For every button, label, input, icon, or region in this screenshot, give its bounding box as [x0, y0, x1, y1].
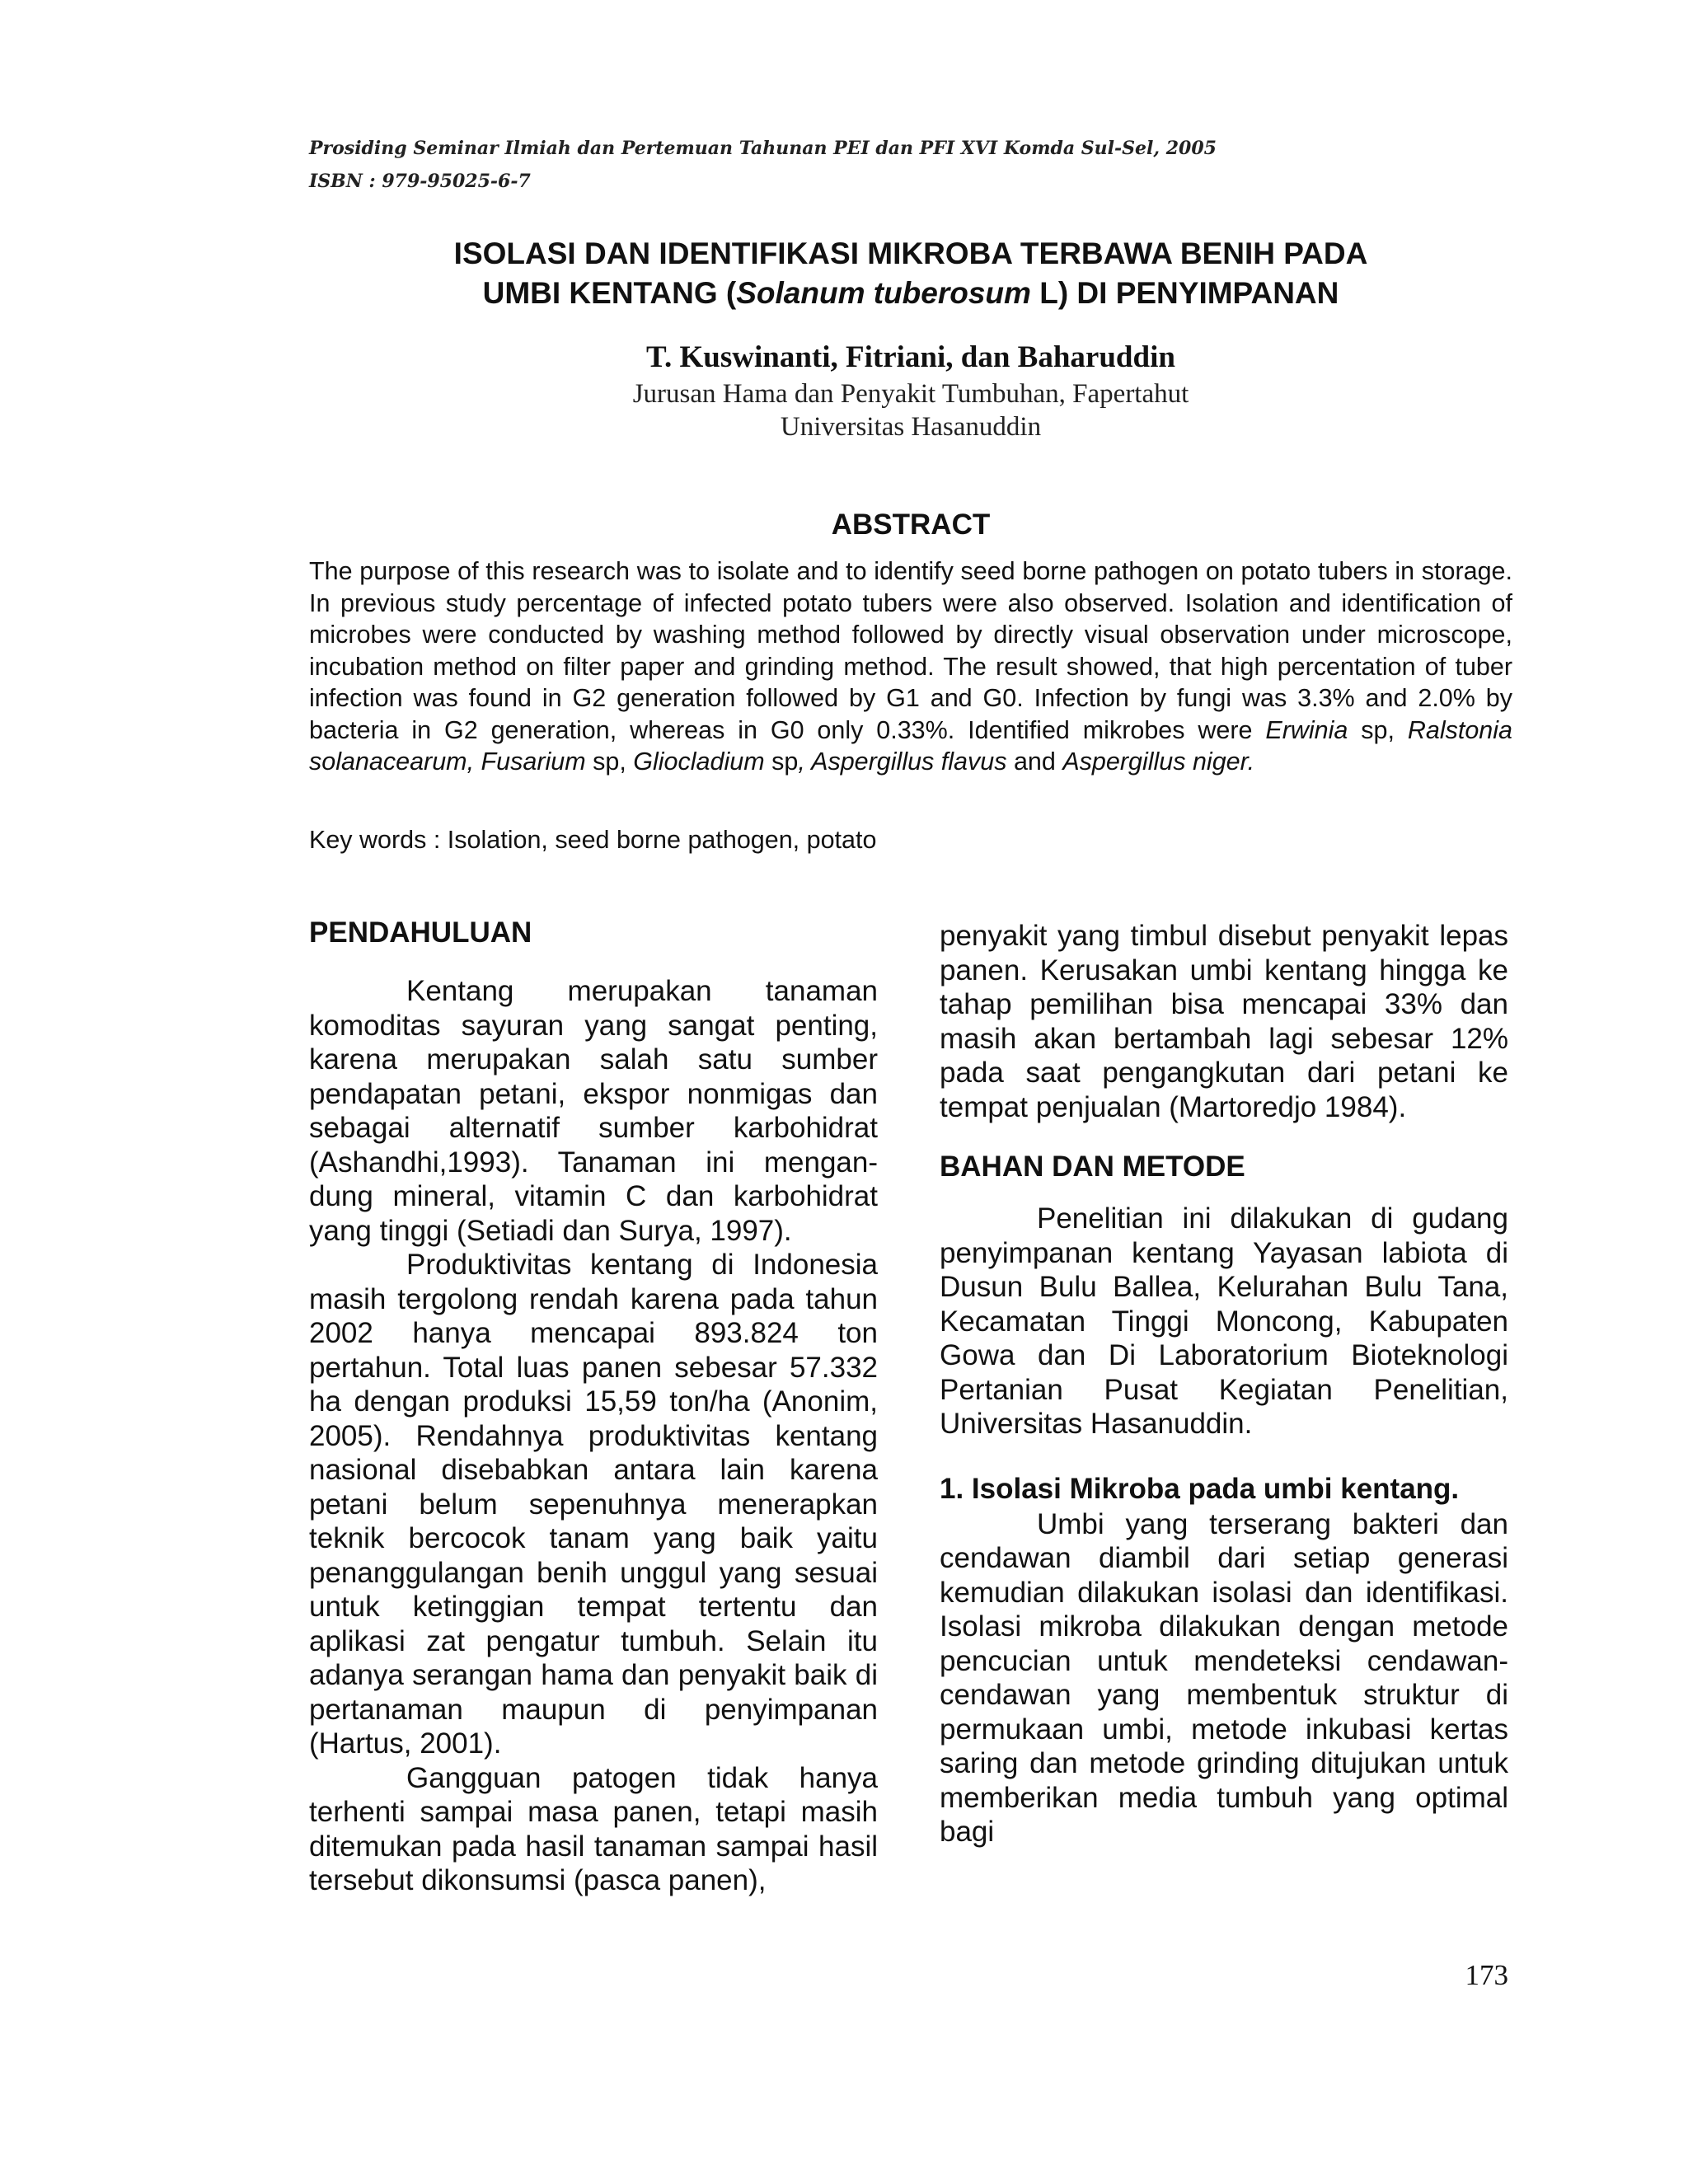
proceedings-header — [309, 132, 1217, 198]
scientific-name: Solanum tuberosum — [736, 276, 1031, 310]
title-text: UMBI KENTANG ( — [482, 276, 737, 310]
organism-name: Erwinia — [1265, 715, 1348, 744]
abstract-heading: ABSTRACT — [831, 509, 991, 541]
organism-name: , Aspergillus flavus — [798, 748, 1007, 776]
authors: T. Kuswinanti, Fitriani, dan Baharuddin — [646, 340, 1175, 374]
abstract-text: sp — [764, 748, 799, 776]
proceedings-title: Prosiding Seminar Ilmiah dan Pertemuan Tahunan PEI dan PFI XVI Komda Sul-Sel, 2005 — [309, 138, 1217, 159]
paper-title — [309, 234, 1512, 313]
isbn: ISBN : 979-95025-6-7 — [309, 171, 531, 192]
keywords: Key words : Isolation, seed borne pathogen, potato — [309, 826, 877, 854]
paragraph: Gangguan patogen tidak hanya terhenti sampai masa panen, tetapi masih ditemukan pada hasil tanaman sampai hasil tersebut dikonsumsi (pasca panen), — [309, 1761, 878, 1896]
paragraph: Kentang merupakan tanaman komoditas sayuran yang sangat penting, karena merupakan salah satu sumber pendapatan petani, ekspor nonmigas dan sebagai alternatif sumber karbohidrat (Ashandhi,1993). Tanaman ini mengan-dung mineral, vitamin C dan karbohidrat yang tinggi (Setiadi dan Surya, 1997). — [309, 975, 878, 1247]
paragraph: Penelitian ini dilakukan di gudang penyimpanan kentang Yayasan labiota di Dusun Bulu Ballea, Kelurahan Bulu Tana, Kecamatan Tinggi Moncong, Kabupaten Gowa dan Di Laboratorium Bioteknologi Pertanian Pusat Kegiatan Penelitian, Universitas Hasanuddin. — [940, 1202, 1508, 1440]
title-text: L) DI PENYIMPANAN — [1030, 276, 1339, 310]
abstract-body — [309, 555, 1512, 778]
paragraph: Umbi yang terserang bakteri dan cendawan diambil dari setiap generasi kemudian dilakukan isolasi dan identifikasi. Isolasi mikroba dilakukan dengan metode pencucian untuk mendeteksi cendawan-cendawan yang membentuk struktur di permukaan umbi, metode inkubasi kertas saring dan metode grinding ditujukan untuk memberikan media tumbuh yang optimal bagi — [940, 1507, 1508, 1848]
right-column — [940, 919, 1508, 1849]
title-line-1: ISOLASI DAN IDENTIFIKASI MIKROBA TERBAWA BENIH PADA — [453, 237, 1368, 270]
affiliation-dept: Jurusan Hama dan Penyakit Tumbuhan, Fapertahut — [632, 379, 1189, 409]
subsection-heading-isolasi: 1. Isolasi Mikroba pada umbi kentang. — [940, 1472, 1460, 1505]
paragraph: penyakit yang timbul disebut penyakit lepas panen. Kerusakan umbi kentang hingga ke tahap pemilihan bisa mencapai 33% dan masih akan bertambah lagi sebesar 12% pada saat pengangkutan dari petani ke tempat penjualan (Martoredjo 1984). — [940, 920, 1508, 1123]
abstract-text: sp, — [585, 748, 634, 776]
organism-name: Ralstonia solanacearum, Fusarium — [309, 715, 1512, 776]
affiliation-univ: Universitas Hasanuddin — [780, 412, 1042, 442]
affiliation — [309, 377, 1512, 443]
section-heading-bahan-dan-metode: BAHAN DAN METODE — [940, 1151, 1245, 1183]
page-number: 173 — [1465, 1959, 1508, 1991]
section-heading-pendahuluan: PENDAHULUAN — [309, 916, 532, 949]
organism-name: Aspergillus niger. — [1062, 748, 1255, 776]
left-column — [309, 915, 878, 1898]
paragraph: Produktivitas kentang di Indonesia masih tergolong rendah karena pada tahun 2002 hanya mencapai 893.824 ton pertahun. Total luas panen sebesar 57.332 ha dengan produksi 15,59 ton/ha (Anonim, 2005). Rendahnya produktivitas kentang nasional disebabkan antara lain karena petani belum sepenuhnya menerapkan teknik bercocok tanam yang baik yaitu penanggulangan benih unggul yang sesuai untuk ketinggian tempat tertentu dan aplikasi zat pengatur tumbuh. Selain itu adanya serangan hama dan penyakit baik di pertanaman maupun di penyimpanan (Hartus, 2001). — [309, 1249, 878, 1760]
abstract-text: sp, — [1348, 715, 1408, 744]
abstract-text: and — [1006, 748, 1063, 776]
organism-name: Gliocladium — [633, 748, 765, 776]
abstract-text: The purpose of this research was to isolate and to identify seed borne pathogen on potato tubers in storage. In previous study percentage of infected potato tubers were also observed. Isolation and identification of microbes were conducted by washing method followed by directly visual observation under microscope, incubation method on filter paper and grinding method. The result showed, that high percentation of tuber infection was found in G2 generation followed by G1 and G0. Infection by fungi was 3.3% and 2.0% by bacteria in G2 generation, whereas in G0 only 0.33%. Identified mikrobes were — [309, 557, 1512, 744]
title-line-2 — [309, 274, 1512, 313]
